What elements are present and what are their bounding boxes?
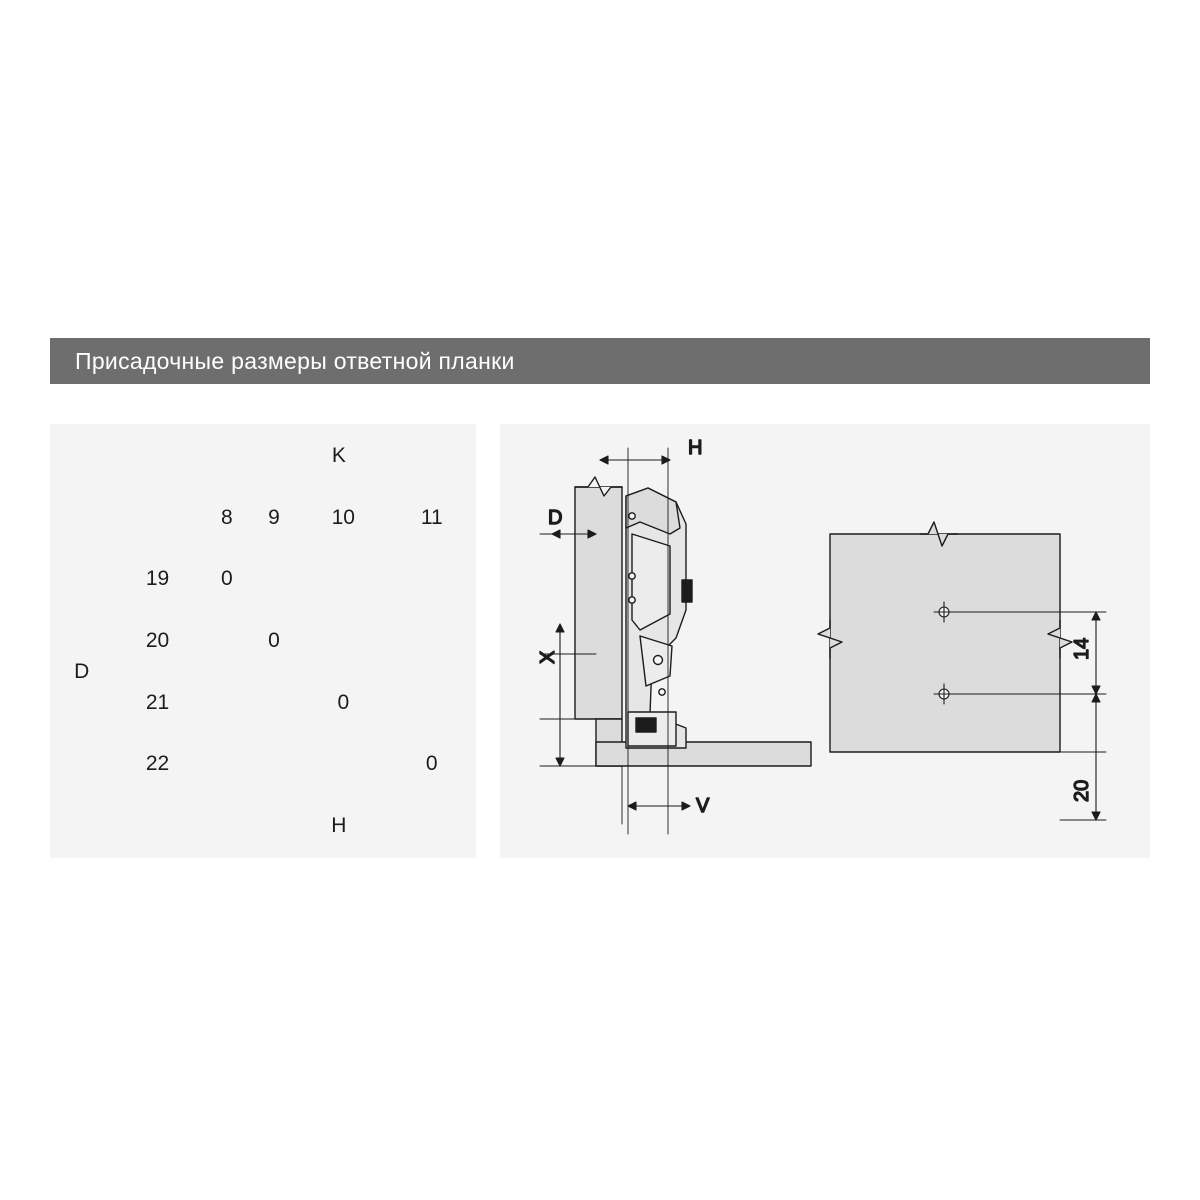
table-row: [53, 735, 473, 794]
section-header: [50, 338, 1150, 384]
label-v: V: [696, 795, 710, 817]
blank: [113, 796, 201, 855]
corner-blank: [53, 427, 110, 486]
table-row: [53, 489, 473, 548]
table-row: [53, 796, 473, 855]
table-row: [53, 673, 473, 732]
cell-22-8: [205, 735, 249, 794]
col-header-k-8: 8: [220, 505, 233, 529]
cell-20-10: [299, 612, 387, 671]
hinge-assembly: [626, 488, 692, 748]
dimension-h: [600, 456, 670, 464]
label-d: D: [548, 507, 563, 529]
col-header-k-9: 9: [268, 505, 280, 529]
blank: [53, 489, 110, 548]
blank: [113, 489, 201, 548]
dimension-x: [556, 624, 564, 766]
cell-19-8: 0: [220, 567, 233, 591]
row-header-d-21: 21: [145, 690, 170, 714]
technical-drawing-panel: [500, 424, 1150, 858]
label-h: H: [688, 437, 703, 459]
cell-20-11: [390, 612, 473, 671]
dimension-14: [1092, 612, 1100, 694]
cell-19-9: [252, 550, 296, 609]
door-panel: [575, 477, 622, 719]
cell-21-10: 0: [337, 690, 350, 714]
cell-19-10: [299, 550, 387, 609]
table-row: [53, 550, 473, 609]
dimension-v: [628, 802, 690, 810]
dimension-d: [552, 530, 596, 538]
cell-21-9: [252, 673, 296, 732]
col-header-k-11: 11: [420, 505, 443, 529]
label-dim-14: 14: [1071, 637, 1093, 660]
row-group-header-d: D: [74, 659, 90, 683]
row-header-d-20: 20: [145, 628, 170, 652]
col-group-header-k: K: [331, 444, 346, 468]
table-row: [53, 612, 473, 671]
cell-21-8: [205, 673, 249, 732]
corner-blank-2: [113, 427, 201, 486]
cell-20-8: [205, 612, 249, 671]
page-title: Присадочные размеры ответной планки: [75, 347, 515, 374]
table: [50, 424, 476, 858]
blank: [53, 796, 110, 855]
bottom-header-h: H: [331, 813, 347, 837]
label-dim-20: 20: [1071, 779, 1093, 802]
label-x: X: [537, 650, 559, 664]
drilling-dimensions-table: [50, 424, 476, 858]
row-header-d-22: 22: [145, 752, 170, 776]
cell-21-11: [390, 673, 473, 732]
front-view-panel: [818, 522, 1072, 752]
cell-20-9: 0: [268, 628, 280, 652]
cell-22-10: [299, 735, 387, 794]
row-header-d-19: 19: [145, 567, 170, 591]
cell-22-9: [252, 735, 296, 794]
col-header-k-10: 10: [331, 505, 355, 529]
table-row: [53, 427, 473, 486]
cell-22-11: 0: [425, 752, 438, 776]
cell-19-11: [390, 550, 473, 609]
